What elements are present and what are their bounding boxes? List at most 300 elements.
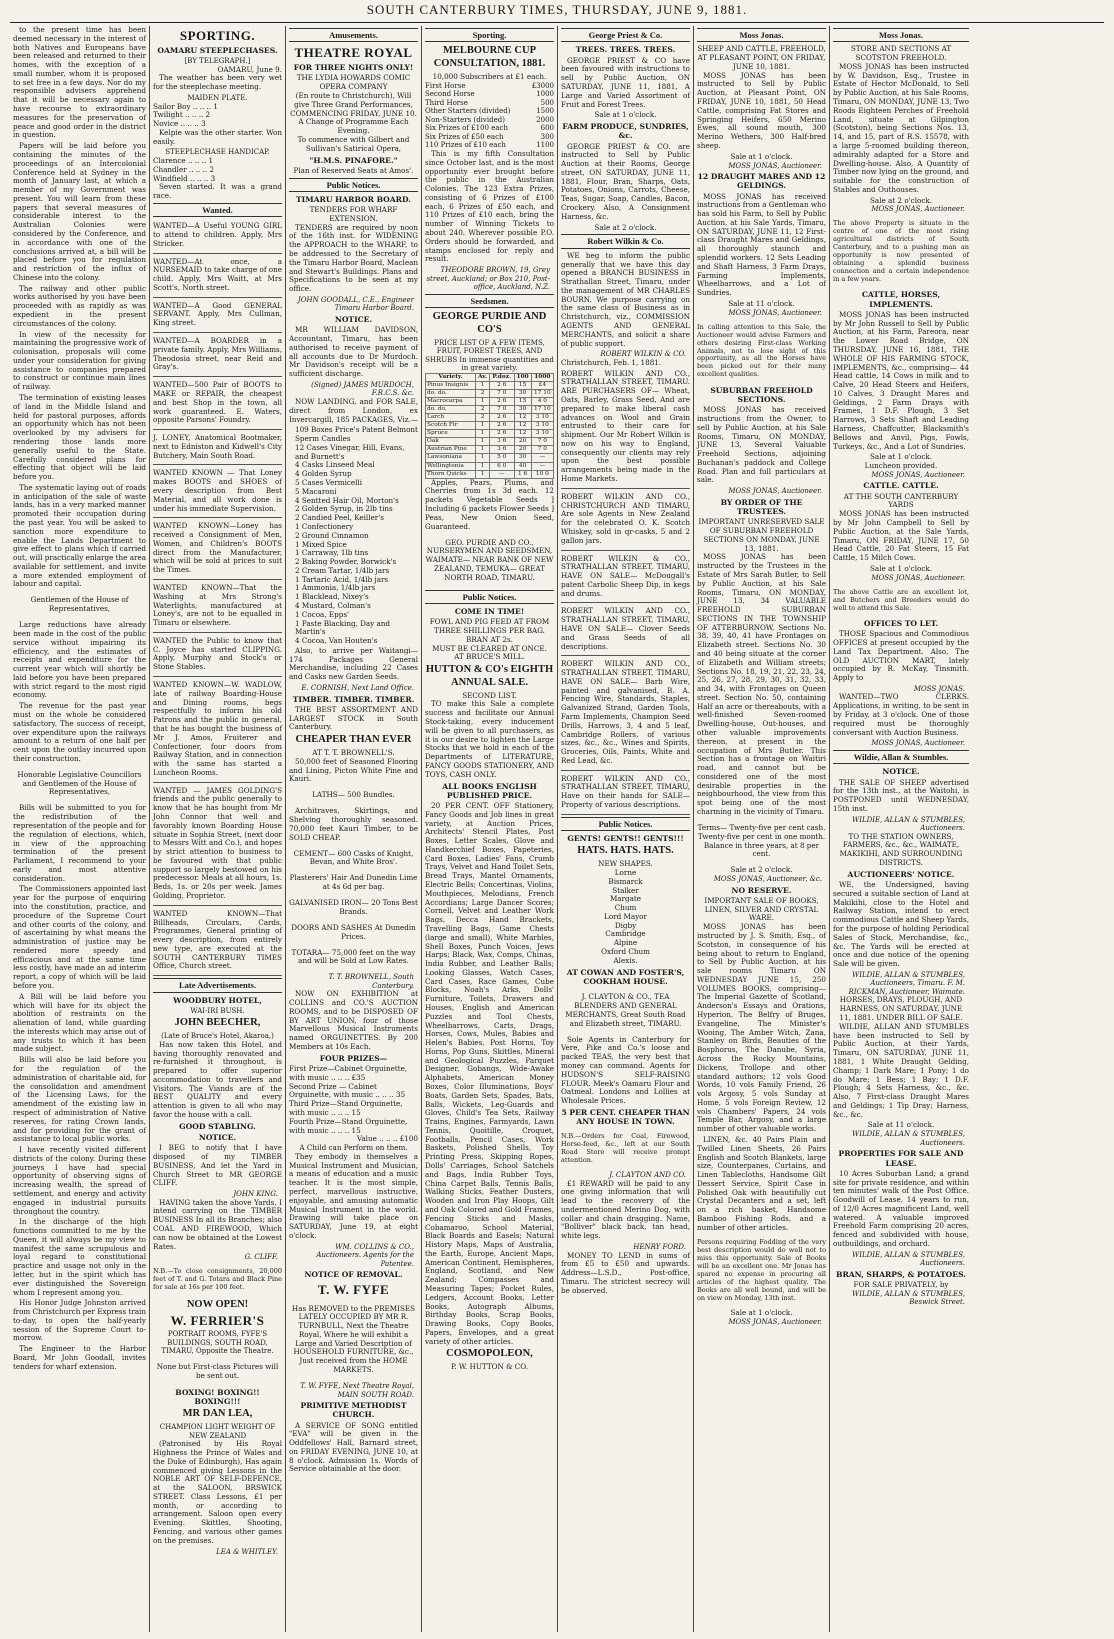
table-row <box>425 82 554 91</box>
ad-text: GEORGE PRIEST & CO. are instructed to Sell by Public Auction at their Rooms, George street, ON SATURDAY, JUNE 11, 1881, Flour, Bran, Sharps, Oats, Potatoes, Onions, Carrots, Cheese, Teas, Sugar, Soap, Candles, Bacon, Crockery. Also, A Consignment Harness, &c. <box>561 141 690 221</box>
ad-headline: HATS. HATS. HATS. <box>577 845 674 857</box>
table-cell: 30 <box>514 406 531 414</box>
prize-line: Fourth Prize—Stand Orguinette, with music .. .. .. 15 <box>289 1116 408 1135</box>
goods-item: 109 Boxes Price's Patent Belmont Sperm Candles <box>295 425 418 444</box>
classified-ad <box>561 658 690 770</box>
article-paragraph: In the discharge of the high functions committed to me by the Queen, it will always be my view to manifest the same scrupulous and loyal regard to constitutional practice and usage not only in the letter, but in the spirit which has ever distinguished the Sovereign whom I represent among you. <box>13 1217 146 1297</box>
ad-subtitle: NEW SHAPES. <box>598 859 653 869</box>
ad-text: THE SALE OF SHEEP advertised for the 13th inst., at the Waitohi, is POSTPONED until WEDNESDAY, 15th inst. <box>833 777 969 813</box>
signature: T. W. FYFE, Next Theatre Royal, MAIN SOUTH ROAD. <box>300 1382 414 1399</box>
ad-text: J. CLAYTON & CO., TEA BLENDERS AND GENERAL MERCHANTS, Great South Road and Elizabeth street, TIMARU. <box>565 992 686 1028</box>
ad-headline: TO THE STATION OWNERS, FARMERS, &c., &c., WAIMATE, MAKIKIHI, AND SURROUNDING DISTRICTS. <box>839 831 963 868</box>
signature: ROBERT WILKIN & CO. <box>600 350 686 359</box>
ad-headline: CHEAPER THAN EVER <box>295 734 412 746</box>
section-head-wanted: Wanted. <box>153 203 282 217</box>
article-paragraph: The revenue for the past year must on the whole be considered satisfactory. The success of receipt, over expenditure upon the railways amount to a return of one half per cent upon the outlay incurred upon their construction. <box>13 701 146 763</box>
goods-item: 4 Casks Linseed Meal <box>295 460 375 470</box>
table-cell: 7 0 <box>531 438 553 446</box>
ad-note: The above Cattle are an excellent lot, and Butchers and Breeders would do well to attend this Sale. <box>833 587 969 612</box>
hat-shape: Alexis. <box>613 955 638 965</box>
table-cell: Spruce <box>426 430 476 438</box>
signature: G. CLIFF. <box>244 1253 278 1262</box>
classified-ad <box>561 368 690 489</box>
article-paragraph: I have recently visited different districts of the colony. During these journeys I have had special opportunity of observing signs of increasing wealth, the spread of settlement, and energy and activity engaged in industrial pursuits throughout the country. <box>13 1145 146 1216</box>
ad-text: WANTED—500 Pair of BOOTS to MAKE or REPAIR, the cheapest and best Shop in the town, all work guaranteed. E. Waters, opposite Parsons' Foundry. <box>153 380 282 425</box>
goods-item: 1 Ammonia, 1/4lb jars <box>295 583 376 593</box>
article-heading: Honorable Legislative Councillors and Gentlemen of the House of Representatives, <box>17 769 142 797</box>
hat-shape: Lord Mayor <box>604 911 647 921</box>
table-row <box>425 99 554 108</box>
column-header: Av. <box>476 373 490 381</box>
table-cell: 2 6 <box>489 430 514 438</box>
ad-text: £1 REWARD will be paid to any one giving information that will lead to the recovery of the undermentioned Merino Dog, with collar and chain dragging. Name, "Bolliver" black back, tan head, white legs. <box>561 1178 690 1241</box>
goods-item: 1 Paste Blacking, Day and Martin's <box>295 618 391 637</box>
article-paragraph: Papers will be laid before you containing the minutes of the proceedings of an Intercolonial Conference held at Sydney in the month of January last, at which a member of my Government was present. You will learn from these papers that several measures of considerable interest to the Australian Colonies were considered by the Conference, and in accordance with one of the conclusions arrived at, a bill will be placed before you for regulation and restriction of the influx of Chinese into the colony. <box>13 141 146 282</box>
ad-line: FOWL AND PIG FEED AT FROM THREE SHILLINGS PER BAG. <box>429 617 550 635</box>
ad-text: WANTED—A BOARDER in a private family. Apply, Mrs Williams, Theodosia street, near Reid and Gray's. <box>153 336 282 372</box>
sale-time: Sale at 1 o'clock. <box>594 110 657 120</box>
dateline: Christchurch, Feb. 1, 1881. <box>561 357 662 367</box>
table-header-row <box>426 373 554 381</box>
signature: MOSS JONAS, Auctioneer. <box>871 739 965 748</box>
section-head-late: Late Advertisements. <box>153 978 282 992</box>
goods-item: 1 Mixed Spice <box>295 539 347 549</box>
table-cell: 10 0 <box>531 470 553 478</box>
prize-amount: 1000 <box>536 90 554 99</box>
ad-line: BRAN AT 2s. <box>466 634 513 644</box>
table-row <box>426 454 554 462</box>
table-row <box>426 389 554 397</box>
table-cell: — <box>531 462 553 470</box>
notice-title: PRIMITIVE METHODIST CHURCH. <box>300 1401 407 1420</box>
ad-text: ROBERT WILKIN AND CO., CHRISTCHURCH AND TIMARU, Are sole Agents in New Zealand for the celebrated O. K. Scotch Whiskey, sold in qr-casks, 5 and 2 gallon jars. <box>561 491 690 545</box>
sale-time: Sale at 1 o'clock. <box>730 1307 793 1317</box>
article-paragraph: to the present time has been deemed necessary in the interest of both Natives and Europeans have been released and returned to their homes, with the exception of a small number, whom it is proposed to set free in a few days. Nor do my responsible advisers apprehend that it will be necessary again to have recourse to extraordinary measures for the preservation of peace and good order in the district in question. <box>13 26 146 140</box>
table-cell: 20 <box>514 446 531 454</box>
prize-amount: 1100 <box>536 141 554 150</box>
goods-item: 2 Ground Cinnamon <box>295 530 369 540</box>
ad-text: WANTED — JAMES GOLDING'S friends and the public generally to know that he has bought from Mr John Connor that well and favorably known Boarding House situate in Sophia Street, (next door to Messrs Witt and Co.), and hopes by strict attention to business to be favoured with that public support so largely bestowed on his predecessor. Meals at all hours, 1s. Beds, 1s. or 20s per week. James Golding, Proprietor. <box>153 785 282 900</box>
table-cell: do. do. <box>426 389 476 397</box>
ad-subtitle: IMPORTANT SALE OF BOOKS, LINEN, SILVER AND CRYSTAL WARE. <box>704 895 819 923</box>
ad-note: N.B.—To close consignments, 20,000 feet of T. and G. Totara and Black Pine for sale at 16s per 100 feet. <box>153 1267 282 1292</box>
ad-line: FOR SALE PRIVATELY, by <box>853 1280 949 1290</box>
table-cell: 2 <box>476 414 490 422</box>
signature: WILDIE, ALLAN & STUMBLES, Auctioneers. <box>852 815 965 833</box>
article-paragraph: Large reductions have already been made in the cost of the public service without impairing its efficiency, and the estimates of receipts and expenditure for the current year which will shortly be laid before you have been prepared with strict regard to the most rigid economy. <box>13 620 146 700</box>
article-paragraph: In view of the necessity for maintaining the progressive work of colonisation, proposals will come under your consideration for giving assistance to companies prepared to construct or continue main lines of railway. <box>13 329 146 392</box>
table-cell: — <box>489 470 514 478</box>
table-row <box>426 414 554 422</box>
ad-text: MOSS JONAS has received instructions from a Gentleman who has sold his Farm, to Sell by Public Auction, at his Sale Yards, Timaru, ON SATURDAY, JUNE 11, 12 First-class Draught Mares and Geldings, all thoroughly staunch and splendid workers. 12 Sets Leading and Shaft Harness, 3 Farm Drays, Farming Implements, Wheelbarrows, and a Lot of Sundries. <box>697 191 826 298</box>
ad-text: Architraves, Skirtings, and Shelving thoroughly seasoned. 70,000 feet Kauri Timber, to be SOLD CHEAP. <box>289 806 418 842</box>
race-result: Windfield .. .. .. 3 <box>153 173 216 183</box>
ad-text: None but First-class Pictures will be sent out. <box>156 1362 279 1380</box>
race-meeting: OAMARU STEEPLECHASES. <box>157 45 278 55</box>
ad-line: THE LYDIA HOWARDS COMIC OPERA COMPANY <box>296 73 411 92</box>
race-note: Kelpie was the other starter. Won easily. <box>153 127 282 146</box>
ad-text: Plasterers' Hair And Dunedin Lime at 4s 6d per bag. <box>289 873 418 892</box>
ad-headline: COME IN TIME! <box>454 606 525 616</box>
classified-ad <box>153 300 282 333</box>
ad-text: CEMENT— 600 Casks of Knight, Bevan, and White Bros'. <box>293 848 414 867</box>
table-cell: 17 10 <box>531 389 553 397</box>
goods-item: 2 Baking Powder, Borwick's <box>295 557 397 567</box>
ad-text: THOSE Spacious and Commodious OFFICES at present occupied by the Land Tax Department. Also, The OLD AUCTION MART, lately occupied by R. McKay, Tinsmith. Apply to <box>833 629 969 683</box>
table-cell: £4 <box>531 381 553 389</box>
goods-item: 1 Carraway, 1lb tins <box>295 548 369 558</box>
ad-text: NOW LANDING, and FOR SALE, direct from London, ex Invercargill, 185 PACKAGES, Viz.— <box>289 397 419 424</box>
ad-text: J. LONEY, Anatomical Bootmaker, next to Edniston and Kidwell's City Butchery, Main South Road. <box>153 433 282 460</box>
table-cell: 1 <box>476 470 490 478</box>
table-cell: 6 0 <box>489 462 514 470</box>
classified-ad <box>153 256 282 298</box>
ad-headline: HUTTON & CO's EIGHTH ANNUAL SALE. <box>425 664 554 688</box>
ad-text: MONEY TO LEND in sums of from £5 to £50 and upwards. Address—L.S.D., Post-office, Timaru. The strictest secrecy will be observed. <box>561 1250 690 1295</box>
proprietor-name: JOHN BEECHER, <box>174 1017 261 1029</box>
ad-text: MOSS JONAS has been instructed by J. S. Smith, Esq., of Scotston, in consequence of his being about to return to England, to Sell by Public Auction, at his sale rooms Timaru ON WEDNESDAY JUNE 15, 250 VOLUMES BOOKS, comprising— The Imperial Gazette of Scotland, Anderson's Essays and Orations, Hyperion, The Belfry of Bruges, Evangeline, The Minister's Wooing, The Amber Witch, Zana, Stanley on Birds, Beauties of the Bosphorus, The Danube, Syria, Across the Rocky Mountains, Dickens, Trollope and other standard authors; 12 vols Good Words, 10 vols Family Friend, 26 vols Argosy, 5 vols Sunday at Home, 5 vols Foreign Review, 12 vols Chambers' Papers, 24 vols Temple Bar, Argosy, and a large number of other valuable works. <box>697 922 826 1134</box>
signature: E. CORNISH, Next Land Office. <box>301 684 414 693</box>
ad-line: A Child can Perform on them. <box>299 1143 408 1153</box>
table-cell: Pinus Insignis <box>426 381 476 389</box>
table-cell: 3 6 <box>489 438 514 446</box>
table-cell: 30 <box>514 454 531 462</box>
table-cell: 15 <box>514 398 531 406</box>
table-row <box>426 446 554 454</box>
ad-text: ROBERT WILKIN AND CO., STRATHALLAN STREET, TIMARU, HAVE ON SALE— Barb Wire, painted and galvanised, B. A. Fencing Wire, Standards, Staples, Galvanized Strand, Garden Tools, Farm Implements, Champion Seed Drills, Harrows, 3, 4 and 5 leaf, Cambridge Rollers, of various sizes, &c., &c., Wines and Spirits, Groceries, Oils, Paints, White and Red Lead, &c. <box>561 659 690 765</box>
table-cell: 40 <box>514 462 531 470</box>
classified-ad <box>561 773 690 815</box>
table-cell: 15 <box>514 381 531 389</box>
goods-item: 4 Sentted Hair Oil, Morton's <box>295 495 399 505</box>
article-paragraph: His Honor Judge Johnston arrived from Christchurch per Express train to-day, to open the half-yearly session of the Supreme Court to-morrow. <box>13 1298 146 1343</box>
ad-headline: STORE AND SECTIONS AT SCOTSTON FREEHOLD. <box>850 44 952 63</box>
article-paragraph: Bills will also be laid before you for the regulation of the administration of charitable aid, for the consolidation and amendment of the Licensing Laws, for the amendment of the existing law in respect of administration of Native reserves, for rating Crown lands, and for providing for the grant of assistance to local public works. <box>13 1055 146 1144</box>
table-cell: 2 <box>476 406 490 414</box>
ad-headline: SHEEP AND CATTLE, FREEHOLD, AT PLEASANT POINT, ON FRIDAY, JUNE 10, 1881. <box>697 44 826 71</box>
hat-shape: Chum <box>614 903 637 913</box>
signature: T. T. BROWNELL, South Canterbury. <box>328 973 414 990</box>
column-3 <box>286 26 422 1632</box>
prize-amount: 300 <box>540 132 554 141</box>
table-cell: 3 6 <box>489 446 514 454</box>
table-row <box>426 381 554 389</box>
signature: THEODORE BROWN, 19, Grey street, Auckland; or Box 210, Post-office, Auckland, N.Z. <box>426 266 550 292</box>
notice-title: NOTICE OF REMOVAL. <box>304 1270 403 1280</box>
table-cell: 20 <box>514 438 531 446</box>
ad-line: AT BRUCE'S MILL. <box>454 652 525 662</box>
hat-shape: Alpine <box>613 938 638 948</box>
ad-headline: BOXING! BOXING!! BOXING!!! <box>175 1387 260 1407</box>
classified-ad <box>153 335 282 377</box>
ad-text: Has now taken this Hotel, and having thoroughly renovated and re-furnished it throughout, is prepared to offer superior accommodation to travellers and Visitors. The Viands are of the BEST QUALITY and every attention is given to all who may favor the house with a call. <box>153 1039 282 1119</box>
race-result: Twilight .. .. .. 2 <box>153 110 211 120</box>
section-head-amusements: Amusements. <box>289 28 418 42</box>
table-cell: Scotch Fir <box>426 422 476 430</box>
notice-title: TIMARU HARBOR BOARD. <box>296 194 411 204</box>
prize-label: First Horse <box>425 81 466 90</box>
classified-ad <box>153 379 282 430</box>
table-cell: 1 <box>476 462 490 470</box>
section-head-seedsmen: Seedsmen. <box>425 294 554 308</box>
ad-text: WILDIE, ALLAN AND STUMBLES have been instructed to Sell by Public Auction, at their Yards, Timaru, ON SATURDAY, JUNE 11, 1881, 1 White Draught Gelding, Champ; 1 Dark Mare; 1 Pony; 1 do do Mare; 1 Bess; 1 Bay; 1 D.F. Plough; 4 Sets Harness, &c., &c. Also, 7 First-class Draught Mares and Geldings; 1 Tip Dray; Harness, &c., &c. <box>833 1021 969 1119</box>
ad-text: WANTED—A Good GENERAL SERVANT. Apply, Mrs Cullman, King street. <box>153 300 282 328</box>
table-cell: do. do. <box>426 406 476 414</box>
prize-amount: 600 <box>540 124 554 133</box>
sale-time: Sale at 2 o'clock. <box>870 195 932 205</box>
classified-ad <box>153 432 282 465</box>
section-head-public-notices: Public Notices. <box>289 178 418 192</box>
ad-note: The above Property is situate in the centre of one of the most rising agricultural districts of South Canterbury, and to a pushing man an opportunity is now presented of obtaining a splendid business connection and a certain independence in a few years. <box>833 219 969 283</box>
ad-line: 10,000 Subscribers at £1 each. <box>432 71 547 81</box>
goods-item: 4 Mustard, Colman's <box>295 600 371 610</box>
price-table <box>425 373 554 479</box>
table-cell: 2 6 <box>489 398 514 406</box>
ad-text: MOSS JONAS has been instructed by W. Davidson, Esq., Trustee in Estate of Hector McDonald, to Sell by Public Auction, at his Sale Rooms, Timaru, ON MONDAY, JUNE 13, Two Roods Eighteen Perches of Freehold Land, situate at Gilpington (Scotston), being Sections Nos. 13, 14, and 15, part of R.S. 15578, with a large 5-roomed building thereon, admirably adapted for a Store and Dwelling-house. Also, A Quantity of Timber now lying on the ground, and suitable for the construction of Stables and Outhouses. <box>833 61 969 194</box>
ad-text: DOORS AND SASHES At Dunedin Prices. <box>291 922 416 941</box>
ad-subtitle: AT THE SOUTH CANTERBURY YARDS <box>843 491 959 510</box>
ad-subtitle: IMPORTANT UNRESERVED SALE OF SUBURBAN FREEHOLD SECTIONS ON MONDAY, JUNE 13, 1881. <box>698 517 825 553</box>
ad-text: WE, the Undersigned, having secured a suitable section of Land at Makikihi, close to the Hotel and Railway Station, intend to erect commodious Cattle and Sheep Yards, for the purpose of holding Periodical Sales of Stock, Merchandise, &c., &c. The Yards will be erected at once and due notice of the opening Sale will be given. <box>833 880 969 969</box>
ad-text: TOTARA— 75,000 feet on the way and will be Sold at Low Rates. <box>291 947 416 966</box>
table-cell: 7 0 <box>531 446 553 454</box>
ad-text: WANTED KNOWN—That the Washing at Mrs Strong's Waterlights, manufactured at Loney's, are not to be equalled in Timaru or elsewhere. <box>153 583 282 628</box>
ad-text: I BEG to notify that I have disposed of my TIMBER BUSINESS, And let the Yard in Church Street to MR GEORGE CLIFF. <box>153 1143 282 1188</box>
ad-headline: SUBURBAN FREEHOLD SECTIONS. <box>710 385 813 404</box>
table-cell: 7 0 <box>489 389 514 397</box>
prize-label: Second Horse <box>425 90 475 99</box>
race-result: Clarence .. .. .. 1 <box>153 155 214 165</box>
signature: WILDIE, ALLAN & STUMBLES, Auctioneers. <box>852 1250 965 1268</box>
ad-headline: BY ORDER OF THE TRUSTEES. <box>720 497 803 516</box>
prize-label: 110 Prizes of £10 each <box>425 141 506 150</box>
section-head-public-notices: Public Notices. <box>425 590 554 604</box>
prize-label: Third Horse <box>425 98 468 107</box>
table-cell: 2 6 <box>489 422 514 430</box>
ad-text: 20 PER CENT. OFF Stationery, Fancy Goods and Job lines in great variety, at Auction Prices, Architects' Stencil Plates, Post Boxes, Letter Scales, Glove and Handkerchief Boxes, Papeteries, Card Boxes, Ladies' Fans, Crumb Trays, Velvet and Hand Toilet Sets, Bread Trays, Mantel Ornaments, Electric Bells; Concertinas, Violins, Mouthpieces, Melodians, French Accordians; Large Dancer Scores; Cornell, Velvet and Leather Work Bags, Decca Hand Brackets, Travelling Bags, Game Chests (large and small), White Marbles, Shell Boxes, Punch Voices, Jews Harps; Black, Wax, Comps, Chinas, India Rubber, and Leather Balls; Looking Glasses, Watch Cases, Card Cases, Race Games, Cube Blocks, Noah's Arks, Dolls' Furniture, Toilets, Drawers and Houses, English and American Puzzles and Tool Chests, Wheelbarrows, Carts, Drags, Horses, Cows, Mules, Babies and Helen's Babies, Post Horns, Toy Horns, Pop Guns, Skittles, Mineral and Geological Puzzles, Parquet Designer, Gobangs, Wide-Awake Alphabets, American Money Boxes, Color Illuminations, Boys' Boats, Garden Sets, Spades, Bats, Balls, Wickets, Leg-Guards and Gloves, Child's Tea Sets, Railway Trains, Engines, Farmyards, Lawn Tennis, Quoitille, Croquet, Footballs, Pencil Cases, Work Baskets, Polished Shells, Toy Printing Press, Skipping Ropes, Dolls' Carriages, School Satchels and Bags, India Rubber Toys, China Carpet Balls, Tennis Balls, Walking Sticks, Feather Dusters, Wooden and Iron Play Hoops, Gilt and Oak Colored and Gold Frames, Fencing Sticks and Masks, Cobamaroo, School Material, Black Boards and Easels; Natural History Maps, Maps of Australia, the Earth, Europe, Ancient Maps, American Continent, Hemispheres, England, Scotland, and New Zealand; Compasses and Measuring Tapes; Pocket Rules, Ledgers, Account Books, Letter Books, Autograph Albums, Birthday Books, Scrap Books, Drawing Books, Copy Books, Papers, Envelopes, and a great variety of other articles. <box>425 801 554 1346</box>
notice-subtitle: TENDERS FOR WHARF EXTENSION. <box>309 205 398 223</box>
ad-headline: MELBOURNE CUP CONSULTATION, 1881. <box>433 45 546 70</box>
business-name: GEORGE PURDIE AND CO'S <box>432 311 547 335</box>
goods-item: 1 Cocoa, Epps' <box>295 609 350 619</box>
ad-text: This is my fifth Consultation since October last, and is the most opportunity ever brought before the public in the Australian Colonies. The 123 Extra Prizes, consisting of 6 Prizes of £100 each, 6 Prizes of £50 each, and 110 Prizes of £10 each, bring the number of Winning Tickets to about 240. Wherever possible P.O. Orders should be forwarded, and stamps enclosed for reply and result. <box>425 148 554 264</box>
table-cell: 7 0 <box>489 406 514 414</box>
table-cell: 12 <box>514 430 531 438</box>
ad-text: A SERVICE OF SONG entitled "EVA" will be given in the Oddfellows' Hall, Barnard street, on FRIDAY EVENING, JUNE 10, at 8 o'clock. Admission 1s. Words of Service obtainable at the door. <box>289 1420 418 1474</box>
classified-ad <box>561 553 690 604</box>
signature: J. CLAYTON AND CO. <box>609 1171 686 1180</box>
prize-label: Six Prizes of £100 each <box>425 124 508 133</box>
hat-shape: Bismarck <box>608 876 643 886</box>
sale-time: Sale at 1 o'clock. <box>730 151 793 161</box>
article-paragraph: Bills will be submitted to you for the redistribution of the representation of the people and for the regulation of elections, which, in view of the approaching termination of the present Parliament, I recommend to your early and most attentive consideration. <box>13 803 146 883</box>
section-head-sporting: Sporting. <box>425 28 554 42</box>
table-cell: Lawsoniana <box>426 454 476 462</box>
ad-text: LATHS— 500 Bundles. <box>312 790 395 800</box>
business-name: COSMOPOLEON, <box>446 1348 533 1360</box>
table-row <box>426 398 554 406</box>
columns <box>10 26 1104 1632</box>
table-cell: 3 10 <box>531 422 553 430</box>
ad-headline: CATTLE. CATTLE. <box>863 481 939 491</box>
prize-label: Other Starters (divided) <box>425 107 511 116</box>
ad-line: Luncheon provided. <box>864 461 938 471</box>
prize-label: Non-Starters (divided) <box>425 115 505 124</box>
ad-text: WANTED—A Useful YOUNG GIRL to attend to children. Apply, Mrs Stricker. <box>153 221 282 248</box>
business-name: W. FERRIER'S <box>170 1313 265 1329</box>
table-cell: 2 6 <box>489 381 514 389</box>
prize-label: Six Prizes of £50 each <box>425 132 504 141</box>
table-row <box>426 438 554 446</box>
ad-text: WANTED—At once, a NURSEMAID to take charge of one child. Apply, Mrs Waitt, at Mrs Scott's, North street. <box>153 256 282 292</box>
goods-item: 5 Cases Vermicelli <box>295 478 363 488</box>
race-title: STEEPLECHASE HANDICAP. <box>165 148 270 157</box>
ad-text: WANTED KNOWN—That Billheads, Circulars, Cards, Programmes, General printing of every description, from entirely new type, are executed at the SOUTH CANTERBURY TIMES Office, Church street. <box>153 908 282 971</box>
prize-table <box>425 82 554 150</box>
prize-line: Second Prize — Cabinet Orguinette, with music .. .. .. 35 <box>289 1081 406 1100</box>
sale-time: Sale at 2 o'clock. <box>594 222 657 232</box>
notice-title: AUCTIONEERS' NOTICE. <box>847 869 955 879</box>
ad-note: In calling attention to this Sale, the Auctioneer would advise Farmers and others desiring First-class Working Animals, not to lose sight of this opportunity, as all the Horses have been picked out for their many excellent qualities. <box>697 322 826 379</box>
ad-headline: BRAN, SHARPS, & POTATOES. <box>836 1269 966 1279</box>
table-cell: 17 10 <box>531 406 553 414</box>
ad-text: They embody in themselves a Musical Instrument and Musician, a means of education and a music teacher. It is the most simple, perfect, marvellous instructive, enjoyable, and amusing automatic Musical Instrument in the world. Drawing will take place on SATURDAY, June 19, at eight o'clock. <box>289 1151 418 1240</box>
notice-title: NOTICE. <box>334 315 373 325</box>
ad-text: TO make this Sale a complete success and facilitate our Annual Stock-taking, every inducement will be given to all purchasers, as it is our desire to lighten the Large Stocks that we hold in each of the Departments of LITERATURE, FANCY GOODS STATIONERY, AND TOYS, CASH ONLY. <box>425 699 554 779</box>
classified-ad <box>153 635 282 677</box>
venue-name: THEATRE ROYAL <box>294 45 413 61</box>
prize-amount: 2000 <box>536 115 554 124</box>
column-header: Variety. <box>426 373 476 381</box>
section-head-george-priest: George Priest & Co. <box>561 28 690 42</box>
ad-line: To commence with Gilbert and Sullivan's Satirical Opera, <box>297 134 410 153</box>
signature: WILDIE, ALLAN & STUMBLES, Auctioneers, Timaru. F. M. RICKMAN, Auctioneer, Waimate. <box>848 970 965 996</box>
ad-text: ROBERT WILKIN AND CO., STRATHALLAN STREET, TIMARU, Have on their hands for SALE— Property of various descriptions. <box>561 773 690 810</box>
signature: JOHN GOODALL, C.E., Engineer Timaru Harbor Board. <box>297 295 414 313</box>
ad-headline: HORSES, DRAYS, PLOUGH, AND HARNESS, ON SATURDAY, JUNE 11, 1881. UNDER BILL OF SALE. <box>839 995 963 1023</box>
table-cell: 3 10 <box>531 430 553 438</box>
ad-text: Has REMOVED to the PREMISES LATELY OCCUPIED BY MR R. TURNBULL, Next the Theatre Royal, Where he will exhibit a Large and Varied Description of HOUSEHOLD FURNITURE, &c., Just received from the HOME MARKETS. <box>291 1303 416 1375</box>
race-note: Seven started. It was a grand race. <box>153 182 282 201</box>
article-paragraph: The Commissioners appointed last year for the purpose of enquiring into the constitution, practice, and procedure of the Supreme Court and other courts of the colony, and of ascertaining by what means the administration of justice may be rendered more speedy and efficacious and at the same time less costly, have made an ad interim report, a copy of which will be laid before you. <box>13 884 146 990</box>
column-header: P.doz. <box>489 373 514 381</box>
ad-headline: CATTLE, HORSES, IMPLEMENTS. <box>861 290 941 309</box>
classified-ad <box>561 605 690 656</box>
signature: MOSS JONAS, Auctioneer. <box>871 573 965 582</box>
ad-text: MOSS JONAS has been instructed by Mr John Campbell to Sell by Public Auction, at the Sale Yards, Timaru, ON FRIDAY, JUNE 17, 50 Head Cattle, 20 Fat Steers, 15 Fat Cattle, 15 Milch Cows. <box>833 509 969 563</box>
ad-text: WE beg to inform the public generally that we have this day opened a BRANCH BUSINESS in Strathallan Street, Timaru, under the management of MR CHARLES BOURN. We purpose carrying on the same class of Business as in Christchurch, viz., COMMISSION AGENTS AND GENERAL MERCHANTS, and solicit a share of public support. <box>561 250 690 348</box>
table-cell: 1 <box>476 446 490 454</box>
goods-list <box>295 426 418 646</box>
ad-text: MOSS JONAS has received instructions from the Owner, to sell by Public Auction, at his Sale Rooms, Timaru, ON MONDAY, JUNE 13, Several Valuable Freehold Sections, adjoining Buchanan's paddock and College Road. Plan and full particulars at sale. <box>697 405 826 485</box>
signature: LEA & WHITLEY. <box>216 1547 278 1556</box>
signature: HENRY FORD. <box>633 1243 686 1252</box>
goods-item: 4 Cocoa, Van Houten's <box>295 636 378 646</box>
classified-ad <box>153 908 282 976</box>
sale-time: Sale at 2 o'clock. <box>730 865 793 875</box>
ad-text: WANTED KNOWN—Loney has received a Consignment of Men, Women, and Children's BOOTS direct from the Manufacturer, which will be sold at prices to suit the Times. <box>153 521 282 575</box>
ad-note: Persons requiring Fodding of the very best description would do well not to miss this opportunity. Sale of Books will be an excellent one. Mr Jonas has spared no expense in procuring all articles of the highest quality. The Books are all well bound, and will be on view on Monday, 13th inst. <box>697 1238 826 1302</box>
table-cell: 1 <box>476 454 490 462</box>
ad-text: MOSS JONAS has been instructed by the Trustees in the Estate of Mrs Sarah Butler, to Sell by Public Auction, at his Sale Rooms, Timaru, ON MONDAY, JUNE 13, 34 VALUABLE FREEHOLD SUBURBAN SECTIONS IN THE TOWNSHIP OF ATTERBURNOW, Sections No. 38, 39, 40, 41 have Frontages on Elizabeth street. Sections No. 30 and 40 being situate at the corner of Elizabeth and William streets; Sections No. 18, 19, 21, 22, 23, 24, 25, 26, 27, 28, 29, 30, 31, 32, 33, and 34, with Frontages on Queen street. Section No. 50, containing Half an acre or thereabouts, with a well-finished Seven-roomed Dwelling-house, Out-houses, and other valuable improvements thereon, at present in the occupation of Mrs Butler. This Section has a frontage on Waitiri road, and cannot but be considered one of the most desirable properties in the neighbourhood, the view from this spot being one of the most charming in the vicinity of Timaru. <box>697 552 826 817</box>
hotel-location: WAI-IRI BUSH. <box>190 1006 245 1015</box>
race-title: MAIDEN PLATE. <box>187 93 248 102</box>
business-name: MR DAN LEA, <box>182 1408 253 1420</box>
ad-text: NOW ON EXHIBITION at COLLINS and CO.'S AUCTION ROOMS, and to be DISPOSED OF BY ART UNION, four of those Marvellous Musical Instruments named ORGUINETTES. By 200 Members at 10s Each. <box>289 989 418 1052</box>
prize-amount: 500 <box>540 98 554 107</box>
ad-text: MOSS JONAS has been instructed to Sell by Public Auction, at Pleasant Point, ON FRIDAY, JUNE 10, 1881, 50 Head Cattle, comprising Fat Stores and Springing Heifers, 650 Merino Ewes, all sound mouth, 300 Merino Wethers, 300 Half-bred sheep. <box>697 70 826 150</box>
goods-item: 2 Candied Peel, Keiller's <box>295 513 384 523</box>
table-row <box>425 124 554 133</box>
ad-line: MUST BE CLEARED AT ONCE. <box>432 643 547 653</box>
ad-text: (Patronised by His Royal Highness the Prince of Wales and the Duke of Edinburgh), Has again commenced giving Lessons in the NOBLE ART OF SELF-DEFENCE, at the SALOON, BRSWICK STREET. Class Lessons, £1 per month, or according to arrangement. Saloon open every Evening. Skittles, Shooting, Fencing, and various other games on the premises. <box>153 1439 282 1545</box>
classified-ad <box>153 582 282 633</box>
section-head-moss-jonas: Moss Jonas. <box>697 28 826 42</box>
business-name: T. W. FYFE <box>317 1281 390 1297</box>
hat-shape: Digby <box>614 920 637 930</box>
ad-text: LINEN, &c. 40 Pairs Plain and Twilled Linen Sheets, 26 Pairs English and Scotch Blankets, large size, Counterpanes, Curtains, and Linen Tablecloths, Handsome Gilt Dessert Service, Spirit Case in Polished Oak with beautifully cut Crystal Decanters and a set, left on a rich basket, Handsome Bamboo Fishing Rods, and a number of other articles. <box>697 1134 826 1232</box>
classified-ad <box>153 679 282 783</box>
table-row <box>425 90 554 99</box>
signature: P. W. HUTTON & CO. <box>450 1362 529 1372</box>
ad-text: WANTED—TWO CLERKS. Applications, in writing, to be sent in by Friday, at 3 o'clock. One of those required must be thoroughly conversant with Auction Business. <box>833 692 969 737</box>
ad-text: THE BEST ASSORTMENT AND LARGEST STOCK in South Canterbury. <box>289 704 418 732</box>
article-heading: Gentlemen of the House of Representatives, <box>30 595 129 614</box>
hotel-name: WOODBURY HOTEL, <box>173 995 262 1005</box>
article-paragraph: The Engineer to the Harbor Board, Mr John Goodall, invites tenders for wharf extension. <box>13 1344 146 1371</box>
hat-shape: Stalker <box>612 885 639 895</box>
signature: MOSS JONAS, Auctioneer. <box>728 1317 822 1326</box>
signature: MOSS JONAS, Auctioneer. <box>728 308 822 317</box>
goods-item: 1 Tartaric Acid, 1/4lb jars <box>295 574 389 584</box>
ad-line: "H.M.S. PINAFORE." <box>309 155 398 165</box>
ad-text: TENDERS are required by noon of the 16th inst. for WIDENING the APPROACH to the WHARF, to be addressed to the Secretary of the Timaru Harbor Board, Maclean and Stewart's Buildings. Plans and Specifications to be seen at my office. <box>289 222 418 294</box>
goods-item: 12 Cases Vinegar, Hill, Evans, and Burnett's <box>295 442 405 461</box>
race-result: Novice .. .. .. 3 <box>153 119 206 129</box>
prize-amount: £3000 <box>531 81 554 90</box>
ad-text: WANTED KNOWN—W. WADLOW, late of railway Boarding-House and Dining rooms, begs respectfully to inform his old Patrons and the public in general, that he has bought the business of Mr J. Amos, Fruiterer and Confectioner, four doors from Railway Station, and in connection with the same has started a Luncheon Rooms. <box>153 680 282 777</box>
proprietor-note: (Late of Bruce's Hotel, Akaroa,) <box>161 1032 274 1041</box>
signature: WILDIE, ALLAN & STUMBLES, Auctioneers. <box>852 1130 965 1147</box>
table-cell: 1 <box>476 438 490 446</box>
goods-item: 1 Blacklead, Nixey's <box>295 592 369 602</box>
ad-text: MR WILLIAM DAVIDSON, Accountant, Timaru, has been authorised to receive payment of all accounts due to Dr Murdoch. Mr Davidson's receipt will be a sufficient discharge. <box>289 325 418 379</box>
table-row <box>426 430 554 438</box>
ad-text: 50,000 feet of Seasoned Flooring and Lining, Picton White Pine and Kauri. <box>289 756 418 784</box>
dateline: OAMARU, June 9. <box>217 64 282 74</box>
sale-time: Sale at 1 o'clock. <box>870 452 932 462</box>
column-1 <box>10 26 150 1632</box>
table-cell: Larch <box>426 414 476 422</box>
ad-text: GEORGE PRIEST & CO have been favoured with instructions to sell by Public Auction, ON SATURDAY, JUNE 11, 1881, A Large and Varied Assortment of Fruit and Forest Trees. <box>561 55 690 109</box>
signature: MOSS JONAS, Auctioneer. <box>871 205 965 214</box>
ad-text: ROBERT WILKIN & CO., STRATHALLAN STREET, TIMARU, HAVE ON SALE— McDougall's patent Carbolic Sheep Dip, in kegs and drums. <box>561 553 690 598</box>
hat-shape: Cambridge <box>605 929 646 939</box>
ad-headline: NO RESERVE. <box>731 885 792 895</box>
ad-line: Plan of Reserved Seats at Amos'. <box>293 165 414 175</box>
sale-time: Sale at 1 o'clock. <box>870 563 932 573</box>
section-title-sporting: SPORTING. <box>179 28 256 43</box>
ad-headline: 12 DRAUGHT MARES AND 12 GELDINGS. <box>697 172 826 191</box>
sale-time: Sale at 11 o'clock. <box>728 298 795 308</box>
table-cell: 1 6 <box>514 470 531 478</box>
table-cell: 1 <box>476 422 490 430</box>
prize-line: Third Prize—Stand Orguinette, with music .. .. .. 15 <box>289 1099 403 1117</box>
table-cell: 2 <box>476 389 490 397</box>
masthead-rule <box>10 22 1104 23</box>
classified-ad <box>153 785 282 906</box>
ad-subtitle: PRICE LIST OF A FEW ITEMS, FRUIT, FOREST TREES, AND SHRUBS In immense quantities and in great variety. <box>425 338 554 373</box>
